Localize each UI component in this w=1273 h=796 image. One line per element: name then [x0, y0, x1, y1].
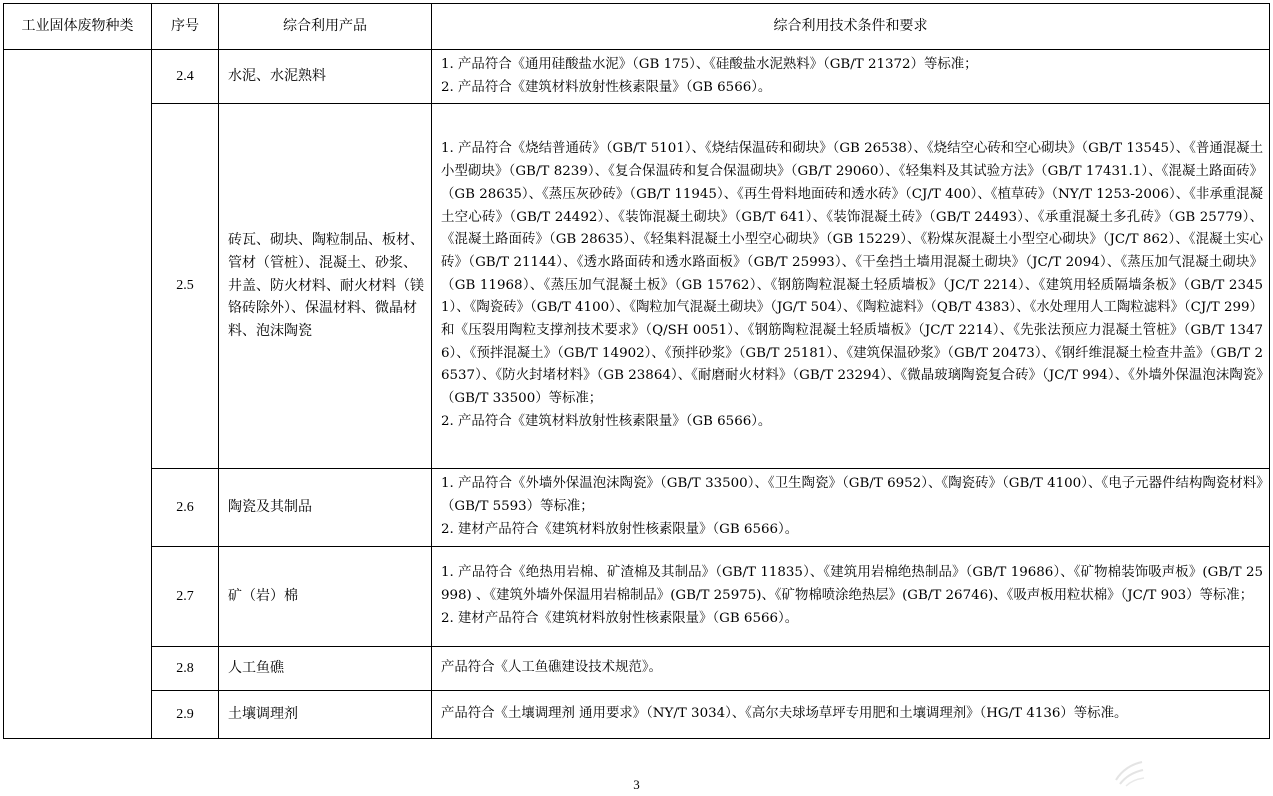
header-product: 综合利用产品 [219, 4, 432, 50]
row-product: 砖瓦、砌块、陶粒制品、板材、管材（管桩）、混凝土、砂浆、井盖、防火材料、耐火材料（镁铬砖除外）、保温材料、微晶材料、泡沫陶瓷 [219, 104, 432, 469]
row-product: 土壤调理剂 [219, 691, 432, 739]
row-index: 2.6 [152, 469, 219, 547]
row-index: 2.7 [152, 547, 219, 647]
requirement-line: 1. 产品符合《绝热用岩棉、矿渣棉及其制品》（GB/T 11835）、《建筑用岩棉绝热制品》（GB/T 19686）、《矿物棉装饰吸声板》(GB/T 25998) 、《建筑外墙外保温用岩棉制品》(GB/T 25975)、《矿物棉喷涂绝热层》(GB/T 26746)、《吸声板用粒状棉》（JC/T 903）等标准； [441, 565, 1263, 604]
category-cell [4, 50, 152, 739]
row-requirements [432, 547, 1270, 647]
row-index: 2.5 [152, 104, 219, 469]
requirement-line: 产品符合《土壤调理剂 通用要求》（NY/T 3034）、《高尔夫球场草坪专用肥和土壤调理剂》（HG/T 4136）等标准。 [441, 706, 1128, 722]
header-index: 序号 [152, 4, 219, 50]
table-row [4, 469, 1270, 547]
row-product: 水泥、水泥熟料 [219, 50, 432, 104]
requirement-line: 1. 产品符合《外墙外保温泡沫陶瓷》（GB/T 33500）、《卫生陶瓷》（GB/T 6952）、《陶瓷砖》（GB/T 4100）、《电子元器件结构陶瓷材料》（GB/T 5593）等标准； [441, 476, 1263, 515]
requirement-line: 2. 建材产品符合《建筑材料放射性核素限量》（GB 6566）。 [441, 610, 799, 626]
table-header-row [4, 4, 1270, 50]
row-requirements [432, 469, 1270, 547]
requirement-line: 2. 产品符合《建筑材料放射性核素限量》（GB 6566）。 [441, 413, 772, 429]
standards-table [3, 3, 1270, 739]
table-row [4, 647, 1270, 691]
requirement-line: 2. 建材产品符合《建筑材料放射性核素限量》（GB 6566）。 [441, 521, 799, 537]
watermark-icon [1112, 758, 1146, 788]
row-product: 矿（岩）棉 [219, 547, 432, 647]
row-requirements [432, 647, 1270, 691]
requirement-line: 2. 产品符合《建筑材料放射性核素限量》（GB 6566）。 [441, 79, 772, 95]
row-index: 2.9 [152, 691, 219, 739]
requirement-line: 产品符合《人工鱼礁建设技术规范》。 [441, 660, 662, 676]
requirement-line: 1. 产品符合《通用硅酸盐水泥》（GB 175）、《硅酸盐水泥熟料》（GB/T 21372）等标准； [441, 56, 978, 72]
header-requirement: 综合利用技术条件和要求 [432, 4, 1270, 50]
row-product: 人工鱼礁 [219, 647, 432, 691]
row-index: 2.4 [152, 50, 219, 104]
row-requirements [432, 104, 1270, 469]
page-number: 3 [633, 777, 640, 792]
row-requirements [432, 691, 1270, 739]
requirement-line: 1. 产品符合《烧结普通砖》（GB/T 5101）、《烧结保温砖和砌块》（GB 26538）、《烧结空心砖和空心砌块》（GB/T 13545）、《普通混凝土小型砌块》（GB/T 8239）、《复合保温砖和复合保温砌块》（GB/T 29060）、《轻集料及其试验方法》（GB/T 17431.1）、《混凝土路面砖》（GB 28635）、《蒸压灰砂砖》（GB/T 11945）、《再生骨料地面砖和透水砖》（CJ/T 400）、《植草砖》（NY/T 1253-2006）、《非承重混凝土空心砖》（GB/T 24492）、《装饰混凝土砌块》（GB/T 641）、《装饰混凝土砖》（GB/T 24493）、《承重混凝土多孔砖》（GB 25779）、《混凝土路面砖》（GB 28635）、《轻集料混凝土小型空心砌块》（GB 15229）、《粉煤灰混凝土小型空心砌块》（JC/T 862）、《混凝土实心砖》（GB/T 21144）、《透水路面砖和透水路面板》（GB/T 25993）、《干垒挡土墙用混凝土砌块》（JC/T 2094）、《蒸压加气混凝土砌块》（GB 11968）、《蒸压加气混凝土板》（GB 15762）、《钢筋陶粒混凝土轻质墙板》（JC/T 2214）、《建筑用轻质隔墙条板》（GB/T 23451）、《陶瓷砖》（GB/T 4100）、《陶粒加气混凝土砌块》（JG/T 504）、《陶粒滤料》（QB/T 4383）、《水处理用人工陶粒滤料》（CJ/T 299）和《压裂用陶粒支撑剂技术要求》（Q/SH 0051）、《钢筋陶粒混凝土轻质墙板》（JC/T 2214）、《先张法预应力混凝土管桩》（GB/T 13476）、《预拌混凝土》（GB/T 14902）、《预拌砂浆》（GB/T 25181）、《建筑保温砂浆》（GB/T 20473）、《钢纤维混凝土检查井盖》（GB/T 26537）、《防火封堵材料》（GB 23864）、《耐磨耐火材料》（GB/T 23294）、《微晶玻璃陶瓷复合砖》（JC/T 994）、《外墙外保温泡沫陶瓷》（GB/T 33500）等标准； [441, 141, 1263, 407]
table-row [4, 104, 1270, 469]
table-row [4, 50, 1270, 104]
header-category: 工业固体废物种类 [4, 4, 152, 50]
table-row [4, 691, 1270, 739]
row-product: 陶瓷及其制品 [219, 469, 432, 547]
row-index: 2.8 [152, 647, 219, 691]
table-row [4, 547, 1270, 647]
row-requirements [432, 50, 1270, 104]
